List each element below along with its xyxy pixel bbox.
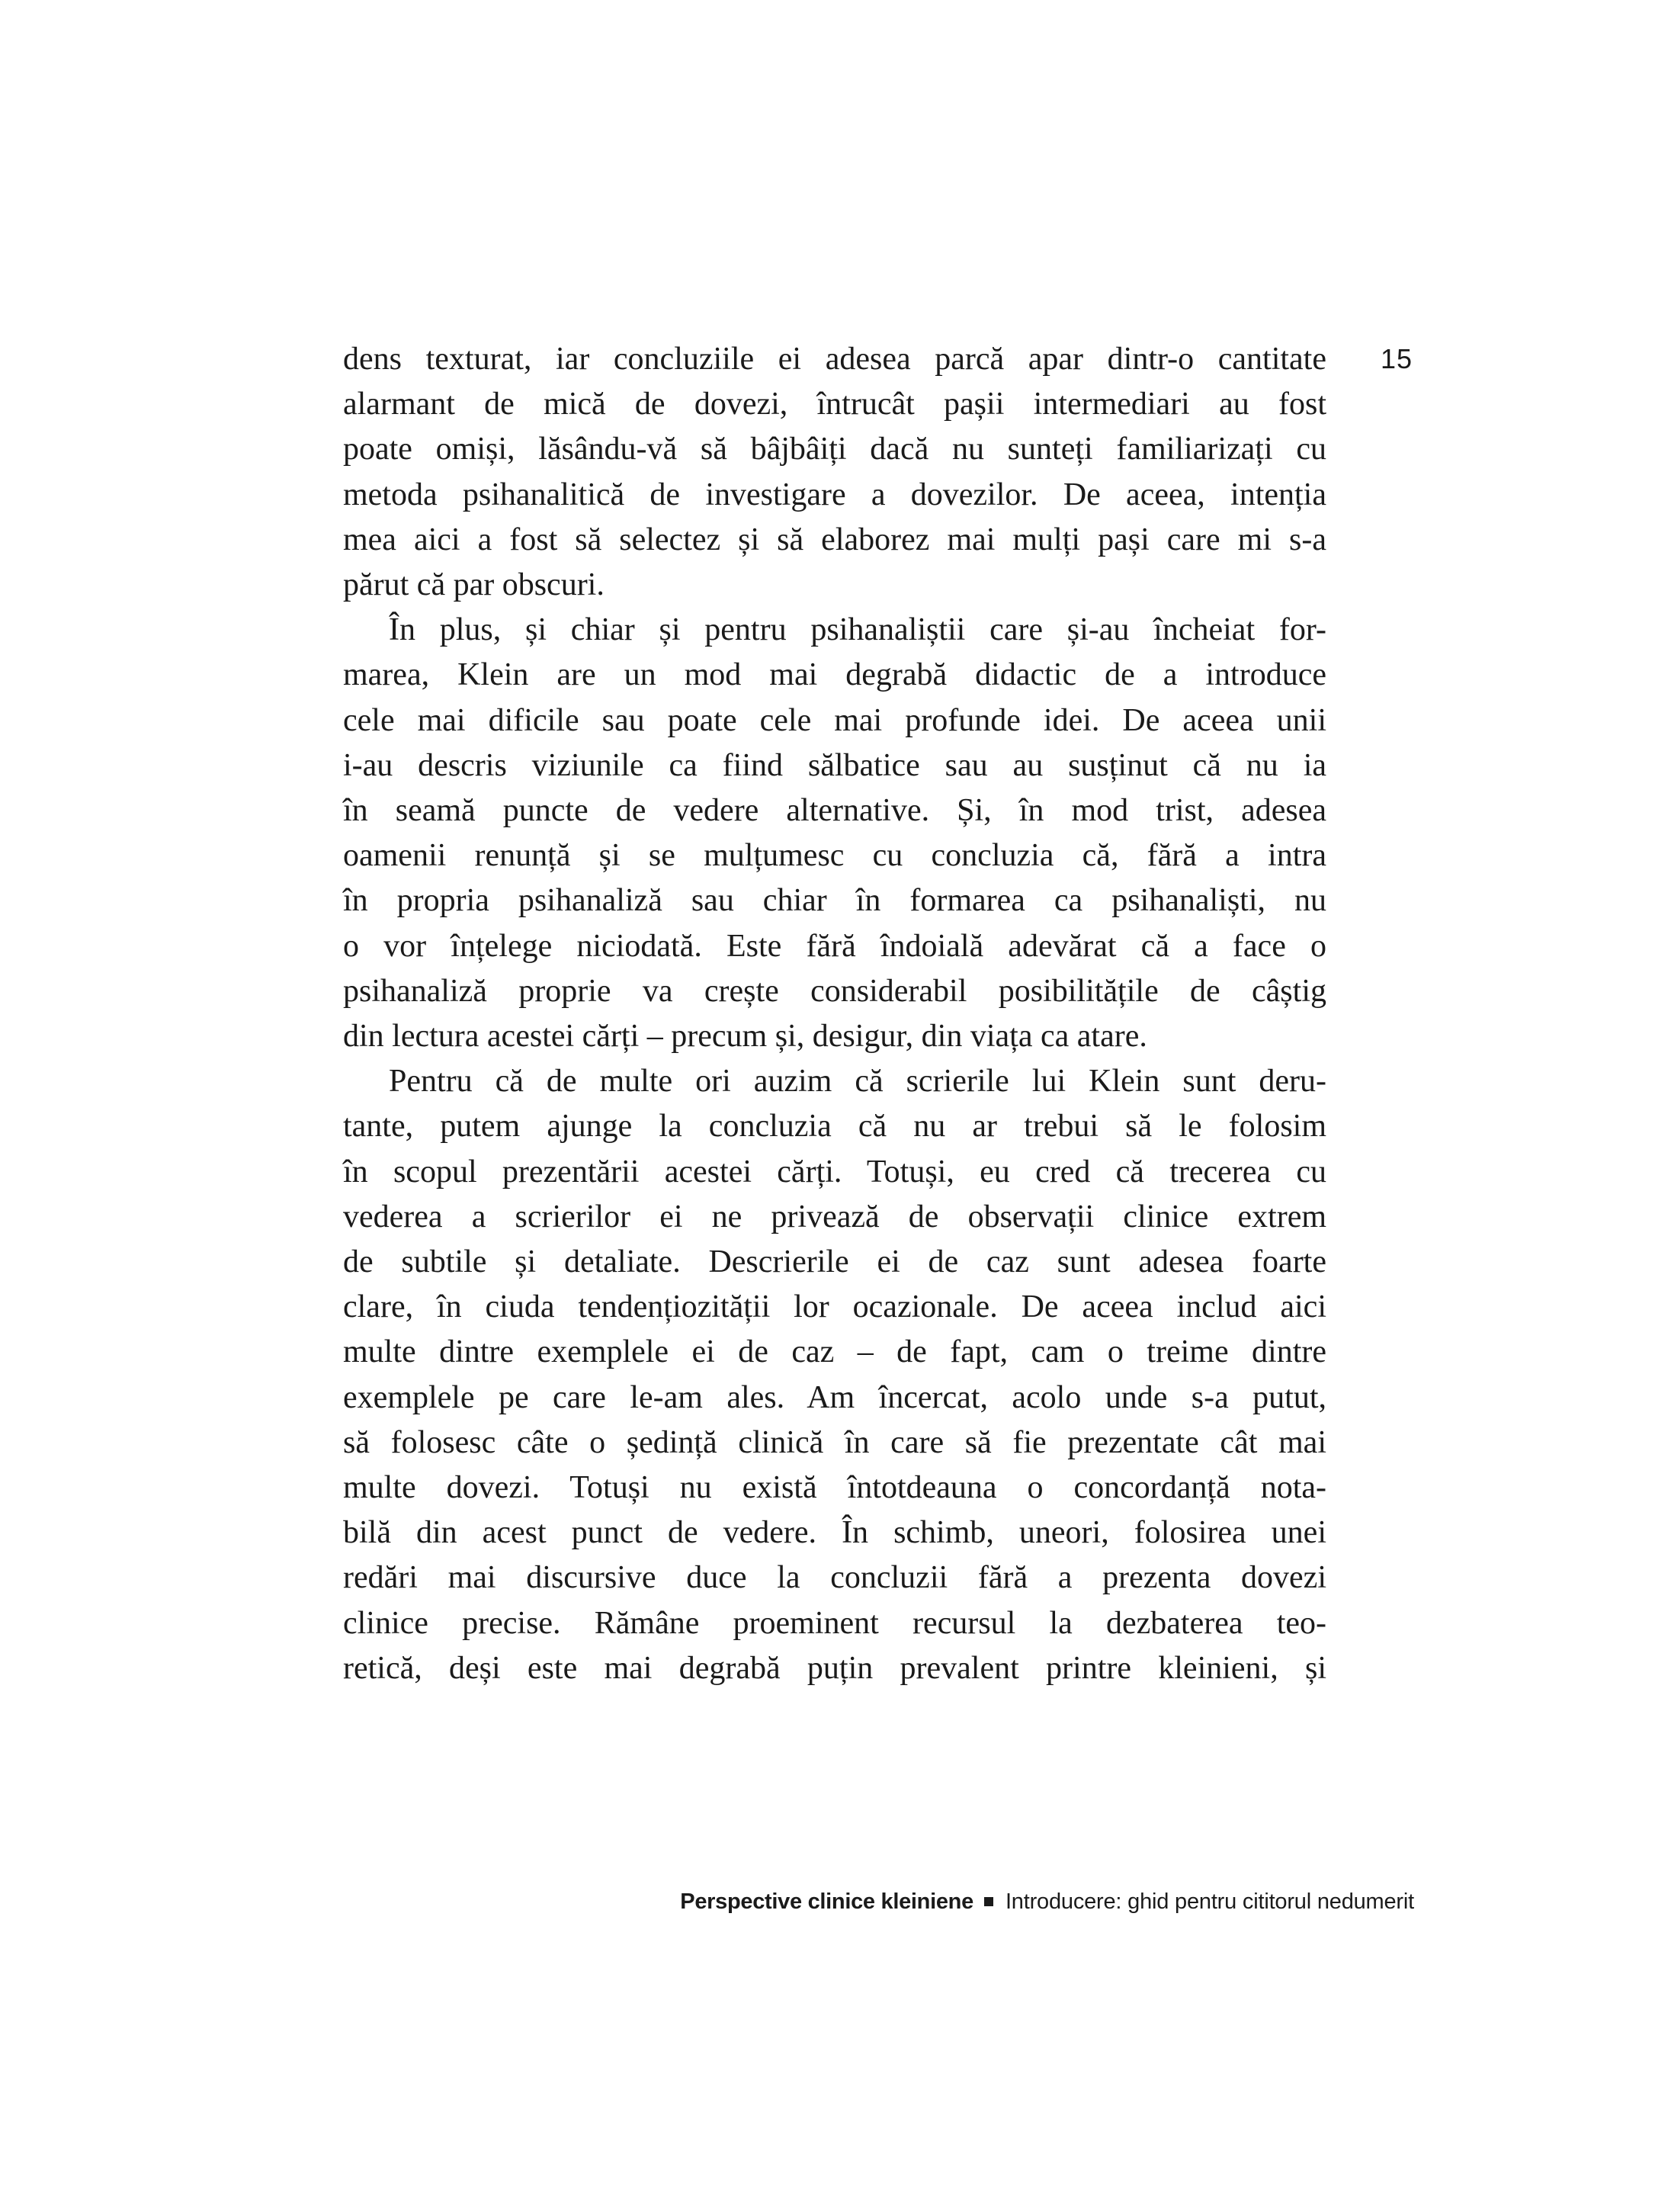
text-line: alarmant de mică de dovezi, întrucât pașii intermediari au fost [343,387,1326,422]
text-line: în seamă puncte de vedere alternative. Și, în mod trist, adesea [343,793,1326,829]
text-line: marea, Klein are un mod mai degrabă didactic de a introduce [343,657,1326,693]
text-line: o vor înțelege niciodată. Este fără îndoială adevărat că a face o [343,928,1326,964]
square-bullet-icon [984,1897,993,1906]
page-number: 15 [1380,343,1413,374]
text-line: retică, deși este mai degrabă puțin prevalent printre kleinieni, și [343,1650,1326,1686]
footer-chapter-title: Introducere: ghid pentru cititorul nedumerit [1005,1889,1414,1914]
text-line: bilă din acest punct de vedere. În schimb, uneori, folosirea unei [343,1515,1326,1551]
text-line: metoda psihanalitică de investigare a dovezilor. De aceea, intenția [343,477,1326,512]
text-line: Pentru că de multe ori auzim că scrierile lui Klein sunt deru- [389,1064,1326,1100]
text-line: tante, putem ajunge la concluzia că nu ar trebui să le folosim [343,1109,1326,1145]
text-line: în propria psihanaliză sau chiar în formarea ca psihanaliști, nu [343,883,1326,919]
text-line: i-au descris viziunile ca fiind sălbatice sau au susținut că nu ia [343,747,1326,783]
text-line: în scopul prezentării acestei cărți. Totuși, eu cred că trecerea cu [343,1154,1326,1189]
footer-book-title: Perspective clinice kleiniene [680,1889,973,1914]
text-line: de subtile și detaliate. Descrierile ei de caz sunt adesea foarte [343,1244,1326,1280]
text-line: exemplele pe care le-am ales. Am încercat, acolo unde s-a putut, [343,1379,1326,1415]
text-line: clinice precise. Rămâne proeminent recursul la dezbaterea teo- [343,1605,1326,1641]
text-line: În plus, și chiar și pentru psihanaliștii care și-au încheiat for- [389,612,1326,648]
text-line: cele mai dificile sau poate cele mai profunde idei. De aceea unii [343,702,1326,738]
paragraph [343,608,1326,1059]
text-line: vederea a scrierilor ei ne privează de observații clinice extrem [343,1199,1326,1234]
text-line: multe dintre exemplele ei de caz – de fapt, cam o treime dintre [343,1334,1326,1370]
text-line: dens texturat, iar concluziile ei adesea parcă apar dintr-o cantitate [343,342,1326,377]
text-block [343,337,1326,1691]
text-line: să folosesc câte o ședință clinică în care să fie prezentate cât mai [343,1424,1326,1460]
paragraph [343,337,1326,608]
text-line: redări mai discursive duce la concluzii fără a prezenta dovezi [343,1560,1326,1596]
text-line: multe dovezi. Totuși nu există întotdeauna o concordanță nota- [343,1470,1326,1506]
text-line: poate omiși, lăsându-vă să bâjbâiți dacă nu sunteți familiarizați cu [343,432,1326,467]
text-line: oamenii renunță și se mulțumesc cu concluzia că, fără a intra [343,838,1326,874]
text-line: din lectura acestei cărți – precum și, desigur, din viața ca atare. [343,1019,1147,1055]
text-line: mea aici a fost să selectez și să elaborez mai mulți pași care mi s-a [343,522,1326,557]
text-line: psihanaliză proprie va crește considerabil posibilitățile de câștig [343,973,1326,1009]
running-footer [680,1886,1414,1917]
text-line: clare, în ciuda tendențiozității lor ocazionale. De aceea includ aici [343,1289,1326,1325]
text-line: părut că par obscuri. [343,567,605,603]
paragraph [343,1059,1326,1691]
